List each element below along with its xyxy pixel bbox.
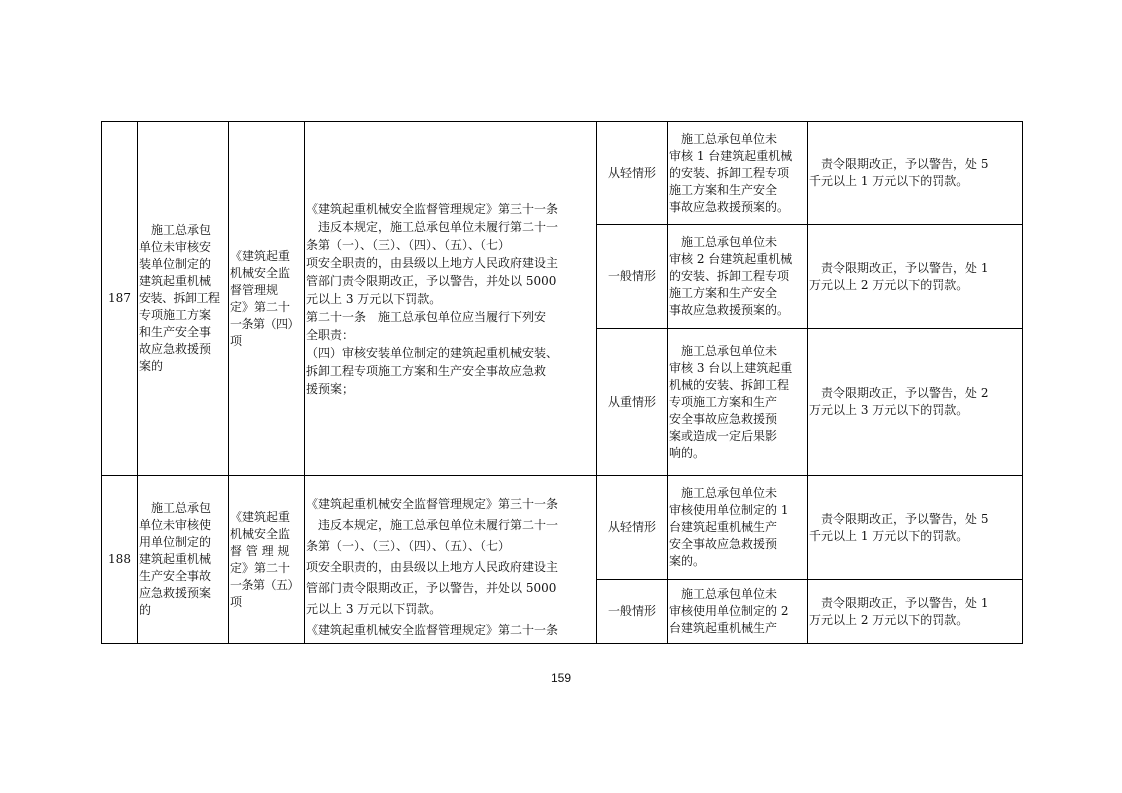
discretion-level: 从轻情形 [607,520,656,534]
provision-line: 全职责： [306,327,355,342]
legal-provision [306,122,596,475]
behavior-line: 的 [139,603,152,617]
circumstance-line: 审核使用单位制定的 1 [669,503,789,517]
penalty [809,122,1022,224]
penalty-line: 责令限期改正，予以警告，处 5 [809,157,989,171]
behavior-line: 用单位制定的 [139,535,212,549]
provision-line: 拆卸工程专项施工方案和生产安全事故应急救 [306,363,547,378]
basis-line: 机械安全监 [230,526,291,541]
penalty-line: 责令限期改正，予以警告，处 2 [809,386,989,400]
behavior-line: 案的 [139,359,164,373]
discretion-level: 一般情形 [607,269,656,283]
circumstance-line: 案或造成一定后果影 [669,428,778,443]
penalty-line: 千元以上 1 万元以下的罚款。 [809,174,969,188]
behavior-line: 施工总承包 [139,501,212,515]
basis-line: 定》第二十 [230,560,291,575]
provision-line: 《建筑起重机械安全监督管理规定》第三十一条 [306,201,559,216]
penalty-line: 万元以上 2 万元以下的罚款。 [809,277,969,292]
circumstance-line: 施工总承包单位未 [669,486,778,500]
circumstance-line: 台建筑起重机械生产 [669,621,778,635]
provision-line: 《建筑起重机械安全监督管理规定》第三十一条 [306,497,559,511]
discretion-level: 从重情形 [607,394,656,409]
basis-line: 《建筑起重 [230,509,291,524]
provision-line: （四）审核安装单位制定的建筑起重机械安装、 [306,345,559,360]
penalty [809,225,1022,328]
circumstance-line: 审核 1 台建筑起重机械 [669,148,793,163]
discretion-level: 一般情形 [607,604,656,618]
circumstance-line: 施工方案和生产安全 [669,182,778,197]
behavior-line: 专项施工方案 [139,308,212,322]
provision-line: 项安全职责的，由县级以上地方人民政府建设主 [306,255,559,270]
circumstance-line: 事故应急救援预案的。 [669,199,790,214]
provision-line: 第二十一条 施工总承包单位应当履行下列安 [306,309,547,324]
violation-behavior [139,476,228,643]
penalty [809,580,1022,643]
circumstance-line: 施工总承包单位未 [669,131,778,146]
behavior-line: 单位未审核使 [139,518,212,532]
basis-line: 机械安全监 [230,265,291,280]
penalty [809,329,1022,475]
basis-line: 一条第（四） [230,316,300,331]
penalty-line: 万元以上 2 万元以下的罚款。 [809,612,969,627]
basis-line: 《建筑起重 [230,248,291,263]
behavior-line: 单位未审核安 [139,240,212,254]
circumstance-line: 施工总承包单位未 [669,343,778,358]
basis-line: 督 管 理 规 [230,543,290,558]
circumstance-line: 审核 2 台建筑起重机械 [669,252,793,266]
basis-line: 定》第二十 [230,299,291,314]
provision-line: 元以上 3 万元以下罚款。 [306,602,442,616]
row-number: 187 [108,291,131,305]
circumstance-line: 施工总承包单位未 [669,587,778,601]
penalty [809,476,1022,579]
penalty-line: 责令限期改正，予以警告，处 1 [809,260,989,275]
provision-line: 管部门责令限期改正，予以警告，并处以 5000 [306,273,557,288]
behavior-line: 建筑起重机械 [139,274,212,288]
provision-line: 条第（一）、（三）、（四）、（五）、（七） [306,539,511,553]
circumstance-line: 案的。 [669,554,706,568]
penalty-line: 万元以上 3 万元以下的罚款。 [809,403,969,417]
circumstance [669,122,807,224]
circumstance [669,476,807,579]
circumstance-line: 审核使用单位制定的 2 [669,604,789,618]
behavior-line: 建筑起重机械 [139,552,212,566]
violation-behavior [139,122,228,475]
provision-line: 《建筑起重机械安全监督管理规定》第二十一条 [306,623,559,637]
circumstance-line: 的安装、拆卸工程专项 [669,269,790,283]
legal-basis [230,476,304,643]
penalty-line: 责令限期改正，予以警告，处 5 [809,511,989,526]
legal-provision [306,494,596,643]
behavior-line: 和生产安全事 [139,325,212,339]
basis-line: 项 [230,594,243,609]
circumstance-line: 安全事故应急救援预 [669,411,778,426]
behavior-line: 施工总承包 [151,223,212,237]
circumstance-line: 安全事故应急救援预 [669,537,778,551]
circumstance-line: 专项施工方案和生产 [669,394,778,409]
page-number: 159 [550,671,572,685]
circumstance-line: 的安装、拆卸工程专项 [669,165,790,180]
legal-basis [230,122,304,475]
basis-line: 督管理规 [230,282,279,297]
provision-line: 管部门责令限期改正，予以警告，并处以 5000 [306,581,557,595]
circumstance-line: 响的。 [669,445,706,460]
behavior-line: 生产安全事故 [139,569,212,583]
circumstance [669,329,807,475]
provision-line: 违反本规定，施工总承包单位未履行第二十一 [306,219,559,234]
provision-line: 援预案； [306,381,355,396]
penalty-line: 责令限期改正，予以警告，处 1 [809,595,989,610]
circumstance-line: 机械的安装、拆卸工程 [669,377,790,392]
behavior-line: 装单位制定的 [139,257,212,271]
circumstance [669,580,807,643]
provision-line: 元以上 3 万元以下罚款。 [306,291,442,306]
provision-line: 违反本规定，施工总承包单位未履行第二十一 [306,518,559,532]
circumstance-line: 台建筑起重机械生产 [669,520,778,534]
behavior-line: 应急救援预案 [139,586,212,600]
behavior-line: 故应急救援预 [139,342,212,356]
basis-line: 项 [230,333,243,348]
basis-line: 一条第（五） [230,577,300,592]
circumstance-line: 施工总承包单位未 [669,235,778,249]
circumstance-line: 事故应急救援预案的。 [669,303,790,317]
circumstance-line: 审核 3 台以上建筑起重 [669,360,793,375]
discretion-level: 从轻情形 [607,165,656,180]
row-number: 188 [108,552,131,566]
circumstance [669,225,807,328]
penalty-line: 千元以上 1 万元以下的罚款。 [809,528,969,543]
circumstance-line: 施工方案和生产安全 [669,286,778,300]
provision-line: 条第（一）、（三）、（四）、（五）、（七） [306,237,511,252]
behavior-line: 安装、拆卸工程 [139,291,220,305]
provision-line: 项安全职责的，由县级以上地方人民政府建设主 [306,560,559,574]
